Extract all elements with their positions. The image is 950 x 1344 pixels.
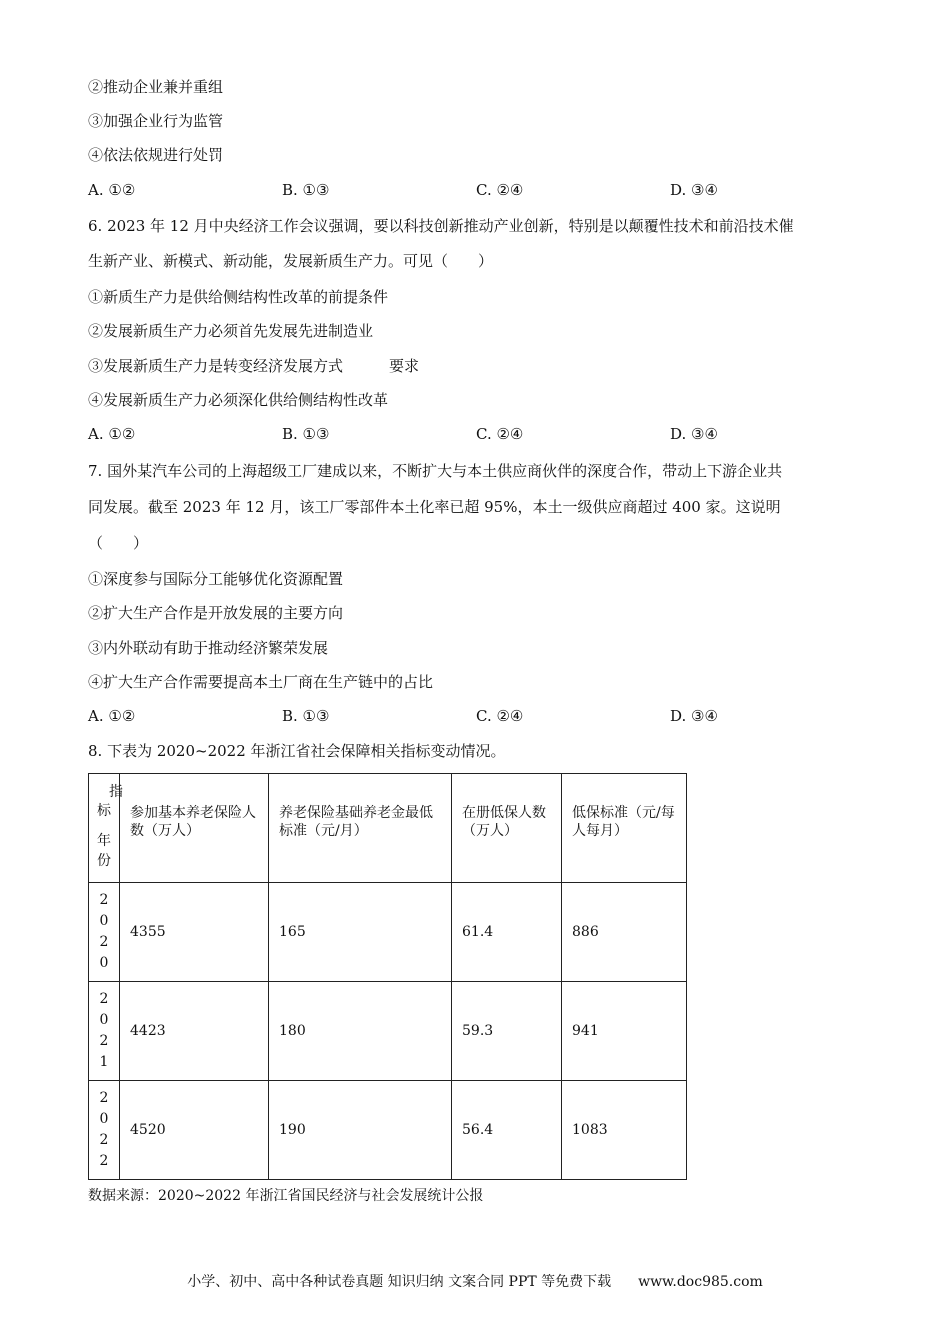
table-header-cell: 养老保险基础养老金最低标准（元/月） bbox=[269, 774, 452, 883]
year-cell bbox=[89, 883, 120, 982]
year-digit: 2 bbox=[99, 1090, 109, 1106]
q6-stem-line1: 6. 2023 年 12 月中央经济工作会议强调，要以科技创新推动产业创新，特别是以颠覆性技术和前沿技术催 bbox=[88, 217, 794, 235]
year-digit: 0 bbox=[99, 1012, 109, 1028]
table-row bbox=[89, 1081, 687, 1180]
q7-stem-line2: 同发展。截至 2023 年 12 月，该工厂零部件本土化率已超 95%，本土一级供应商超过 400 家。这说明 bbox=[88, 498, 781, 516]
q6-statement-3-suffix: 要求 bbox=[389, 357, 420, 375]
table-row bbox=[89, 883, 687, 982]
q7-option-b: B. ①③ bbox=[282, 707, 330, 725]
q7-option-c: C. ②④ bbox=[476, 707, 524, 725]
q6-statement-2: ②发展新质生产力必须首先发展先进制造业 bbox=[88, 322, 374, 340]
year-digit: 2 bbox=[99, 1033, 109, 1049]
q6-statement-3-text: ③发展新质生产力是转变经济发展方式 bbox=[88, 357, 344, 375]
table-cell: 1083 bbox=[562, 1081, 687, 1180]
table-row bbox=[89, 982, 687, 1081]
footer-url[interactable]: www.doc985.com bbox=[638, 1274, 763, 1290]
table-header-cell: 低保标准（元/每人每月） bbox=[562, 774, 687, 883]
table-cell: 941 bbox=[562, 982, 687, 1081]
table-cell: 4520 bbox=[120, 1081, 269, 1180]
table-cell: 56.4 bbox=[452, 1081, 562, 1180]
table-cell: 4355 bbox=[120, 883, 269, 982]
year-digit: 1 bbox=[99, 1054, 109, 1070]
page-footer bbox=[0, 1271, 950, 1291]
statement-2: ②推动企业兼并重组 bbox=[88, 78, 224, 96]
option-a: A. ①② bbox=[88, 181, 136, 199]
q6-option-c: C. ②④ bbox=[476, 425, 524, 443]
table-corner-cell bbox=[89, 774, 123, 883]
q6-option-d: D. ③④ bbox=[670, 425, 718, 443]
statement-3: ③加强企业行为监管 bbox=[88, 112, 224, 130]
option-c: C. ②④ bbox=[476, 181, 524, 199]
q6-option-a: A. ①② bbox=[88, 425, 136, 443]
table-cell: 180 bbox=[269, 982, 452, 1081]
option-b: B. ①③ bbox=[282, 181, 330, 199]
year-cell bbox=[89, 982, 120, 1081]
table-cell: 61.4 bbox=[452, 883, 562, 982]
statement-4: ④依法依规进行处罚 bbox=[88, 146, 224, 164]
footer-text: 小学、初中、高中各种试卷真题 知识归纳 文案合同 PPT 等免费下载 bbox=[187, 1274, 612, 1290]
data-source-note: 数据来源：2020~2022 年浙江省国民经济与社会发展统计公报 bbox=[88, 1188, 484, 1204]
corner-zhi: 指 bbox=[109, 784, 123, 800]
table-cell: 4423 bbox=[120, 982, 269, 1081]
corner-nian: 年 bbox=[97, 833, 111, 849]
q7-stem-line1: 7. 国外某汽车公司的上海超级工厂建成以来，不断扩大与本土供应商伙伴的深度合作，带动上下游企业共 bbox=[88, 462, 783, 480]
q6-statement-1: ①新质生产力是供给侧结构性改革的前提条件 bbox=[88, 288, 389, 306]
year-digit: 2 bbox=[99, 1153, 109, 1169]
option-d: D. ③④ bbox=[670, 181, 718, 199]
table-header-cell: 参加基本养老保险人数（万人） bbox=[120, 774, 269, 883]
table-header-row bbox=[89, 774, 687, 883]
corner-fen: 份 bbox=[97, 853, 111, 869]
q7-statement-3: ③内外联动有助于推动经济繁荣发展 bbox=[88, 639, 329, 657]
corner-biao: 标 bbox=[97, 803, 111, 819]
table-cell: 165 bbox=[269, 883, 452, 982]
year-digit: 2 bbox=[99, 991, 109, 1007]
q7-statement-2: ②扩大生产合作是开放发展的主要方向 bbox=[88, 604, 344, 622]
table-header-cell: 在册低保人数（万人） bbox=[452, 774, 562, 883]
q6-statement-4: ④发展新质生产力必须深化供给侧结构性改革 bbox=[88, 391, 389, 409]
year-digit: 0 bbox=[99, 1111, 109, 1127]
q8-stem: 8. 下表为 2020~2022 年浙江省社会保障相关指标变动情况。 bbox=[88, 742, 506, 760]
q7-stem-line3: （ ） bbox=[88, 534, 149, 552]
year-digit: 2 bbox=[99, 934, 109, 950]
q6-statement-3 bbox=[88, 356, 419, 376]
table-cell: 190 bbox=[269, 1081, 452, 1180]
q7-statement-1: ①深度参与国际分工能够优化资源配置 bbox=[88, 570, 344, 588]
year-cell bbox=[89, 1081, 120, 1180]
social-security-table bbox=[88, 773, 687, 1180]
year-digit: 2 bbox=[99, 1132, 109, 1148]
q6-stem-line2: 生新产业、新模式、新动能，发展新质生产力。可见（ ） bbox=[88, 252, 494, 270]
table-cell: 59.3 bbox=[452, 982, 562, 1081]
year-digit: 0 bbox=[99, 955, 109, 971]
year-digit: 2 bbox=[99, 892, 109, 908]
q7-option-d: D. ③④ bbox=[670, 707, 718, 725]
q7-statement-4: ④扩大生产合作需要提高本土厂商在生产链中的占比 bbox=[88, 673, 434, 691]
year-digit: 0 bbox=[99, 913, 109, 929]
q7-option-a: A. ①② bbox=[88, 707, 136, 725]
table-cell: 886 bbox=[562, 883, 687, 982]
q6-option-b: B. ①③ bbox=[282, 425, 330, 443]
